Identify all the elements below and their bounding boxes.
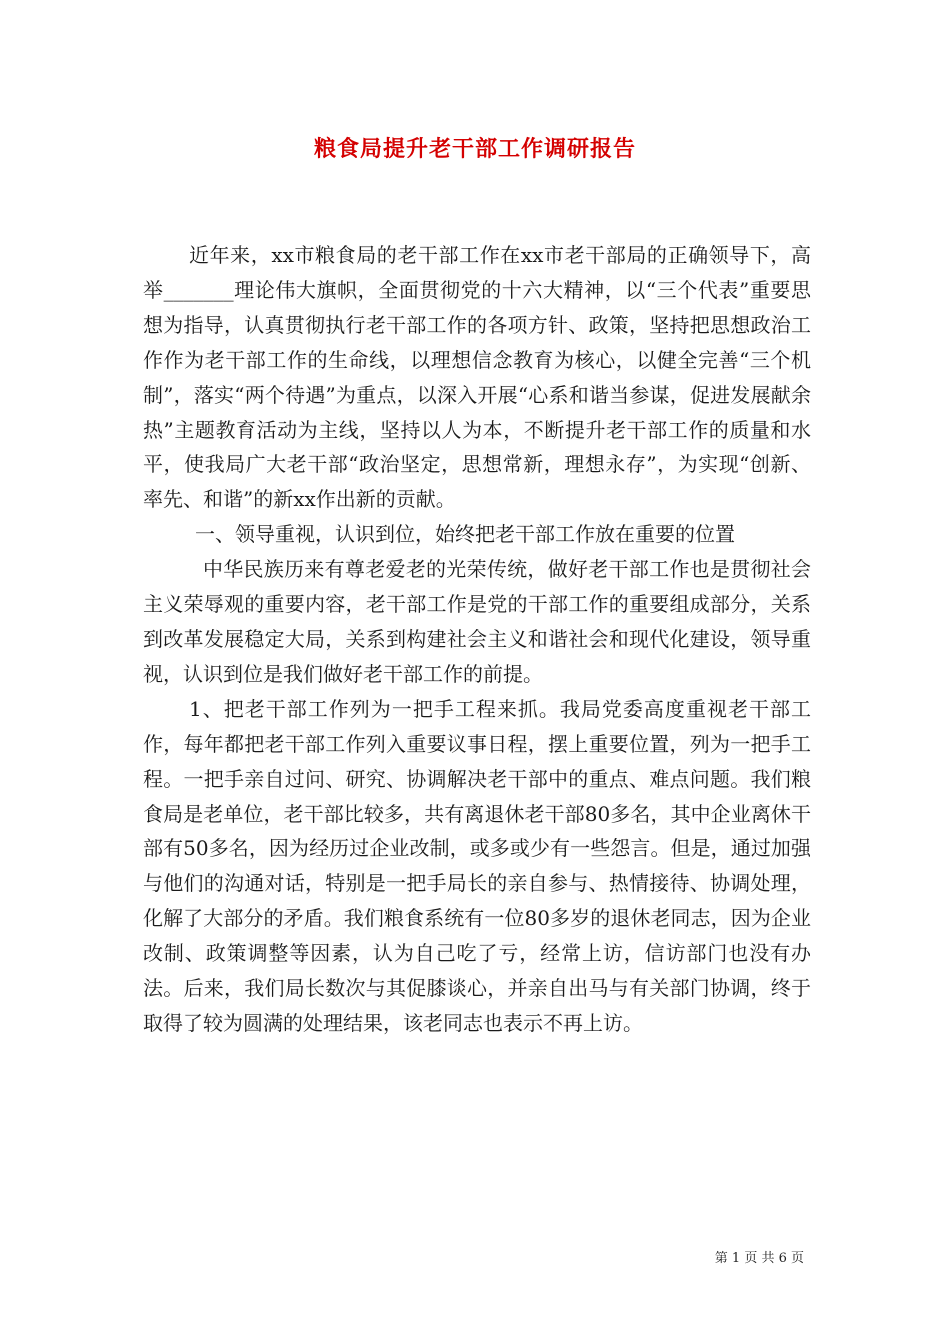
document-title: 粮食局提升老干部工作调研报告 [313,136,636,162]
page-number: 第 1 页 共 6 页 [714,1251,804,1266]
subsection-paragraph: 1、把老干部工作列为一把手工程来抓。我局党委高度重视老干部工作，每年都把老干部工作列入重要议事日程，摆上重要位置，列为一把手工程。一把手亲自过问、研究、协调解决老干部中的重点、难点问题。我们粮食局是老单位，老干部比较多，共有离退休老干部80多名，其中企业离休干部有50多名，因为经历过企业改制，或多或少有一些怨言。但是，通过加强与他们的沟通对话，特别是一把手局长的亲自参与、热情接待、协调处理，化解了大部分的矛盾。我们粮食系统有一位80多岁的退休老同志，因为企业改制、政策调整等因素，认为自己吃了亏，经常上访，信访部门也没有办法。后来，我们局长数次与其促膝谈心，并亲自出马与有关部门协调，终于取得了较为圆满的处理结果，该老同志也表示不再上访。 [143,696,811,1035]
intro-paragraph: 近年来，xx市粮食局的老干部工作在xx市老干部局的正确领导下，高举_______理论伟大旗帜，全面贯彻党的十六大精神，以“三个代表”重要思想为指导，认真贯彻执行老干部工作的各项方针、政策，坚持把思想政治工作作为老干部工作的生命线，以理想信念教育为核心，以健全完善“三个机制”，落实“两个待遇”为重点，以深入开展“心系和谐当参谋，促进发展献余热”主题教育活动为主线，坚持以人为本，不断提升老干部工作的质量和水平，使我局广大老干部“政治坚定，思想常新，理想永存”，为实现“创新、率先、和谐”的新xx作出新的贡献。 [143,243,811,512]
document-body [143,238,811,1041]
section-heading: 一、领导重视，认识到位，始终把老干部工作放在重要的位置 [195,522,735,547]
section-paragraph: 中华民族历来有尊老爱老的光荣传统，做好老干部工作也是贯彻社会主义荣辱观的重要内容，老干部工作是党的干部工作的重要组成部分，关系到改革发展稳定大局，关系到构建社会主义和谐社会和现代化建设，领导重视，认识到位是我们做好老干部工作的前提。 [143,557,811,686]
